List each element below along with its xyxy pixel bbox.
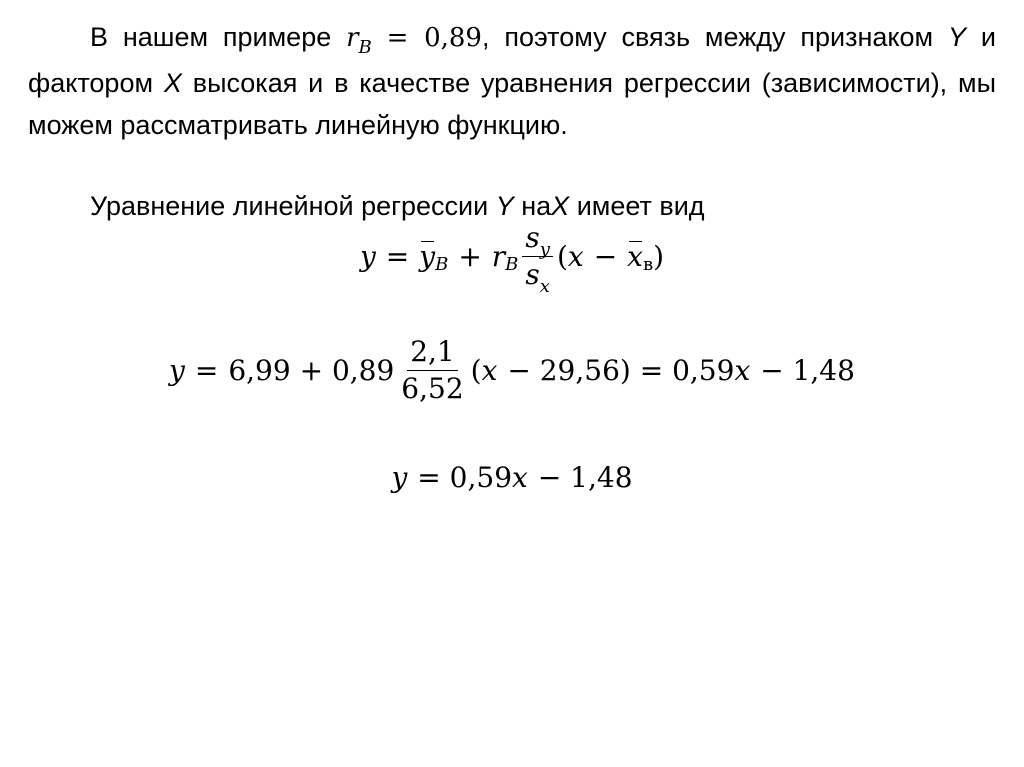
f1-plus: + (458, 239, 482, 273)
f2-lhs: y (169, 353, 185, 387)
formula-regression-result (0, 461, 1024, 494)
f3-x: x (512, 461, 528, 494)
p2-text-3: имеет вид (576, 191, 705, 221)
formula-regression-general (0, 221, 1024, 297)
p2-x-var: X (551, 191, 570, 221)
p1-text-1: В нашем примере (90, 22, 332, 52)
f1-den: s (525, 258, 540, 291)
p2-text-2: на (521, 191, 552, 221)
f2-coeff: 6,99 + 0,89 (228, 353, 395, 387)
f2-fraction (398, 335, 466, 405)
f1-xbar: x (627, 239, 643, 273)
p1-x-var: X (163, 68, 182, 98)
f1-num: s (525, 221, 540, 254)
f1-r-sub: B (505, 253, 519, 275)
f1-fraction (522, 221, 553, 297)
p1-r-subscript: B (358, 37, 372, 58)
f2-tail: − 1,48 (760, 353, 855, 387)
f1-close: ) (653, 239, 665, 273)
f2-x: x (481, 353, 498, 387)
f3-tail: − 1,48 (537, 461, 633, 494)
f2-num: 2,1 (407, 338, 458, 371)
f2-eq: = (194, 353, 219, 387)
p1-text-3: и фактором (28, 22, 996, 98)
f1-num-sub: y (539, 239, 550, 260)
f1-x: x (567, 239, 584, 273)
f1-den-sub: x (539, 276, 550, 297)
f1-minus: − (593, 239, 618, 273)
f2-open: ( (470, 353, 482, 387)
f1-xbar-sub: в (642, 253, 654, 275)
f2-x2: x (734, 353, 751, 387)
p1-text-2: , поэтому связь между признаком (481, 22, 934, 52)
p1-r-symbol: r (346, 23, 359, 53)
f1-ybar: y (419, 239, 436, 273)
p2-text-1: Уравнение линейной регрессии (90, 191, 489, 221)
f1-open: ( (556, 239, 568, 273)
f1-ybar-sub: B (435, 253, 449, 275)
f1-eq: = (385, 239, 410, 273)
f3-lhs: y (391, 461, 408, 494)
f2-rest: − 29,56) = 0,59 (507, 353, 735, 387)
f2-den: 6,52 (401, 372, 464, 405)
p1-text-4: высокая и в качестве уравнения регрессии (зависимости), мы можем рассматривать линейную функцию. (28, 68, 996, 140)
paragraph-example (28, 16, 996, 146)
p1-y-var: Y (947, 22, 966, 52)
p1-r-value: = 0,89 (386, 23, 482, 53)
f1-lhs: y (359, 239, 376, 273)
f3-eq: = 0,59 (417, 461, 513, 494)
p2-y-var: Y (495, 191, 514, 221)
paragraph-equation-intro (28, 185, 996, 227)
formula-regression-numeric (0, 335, 1024, 405)
f1-r: r (491, 239, 506, 273)
